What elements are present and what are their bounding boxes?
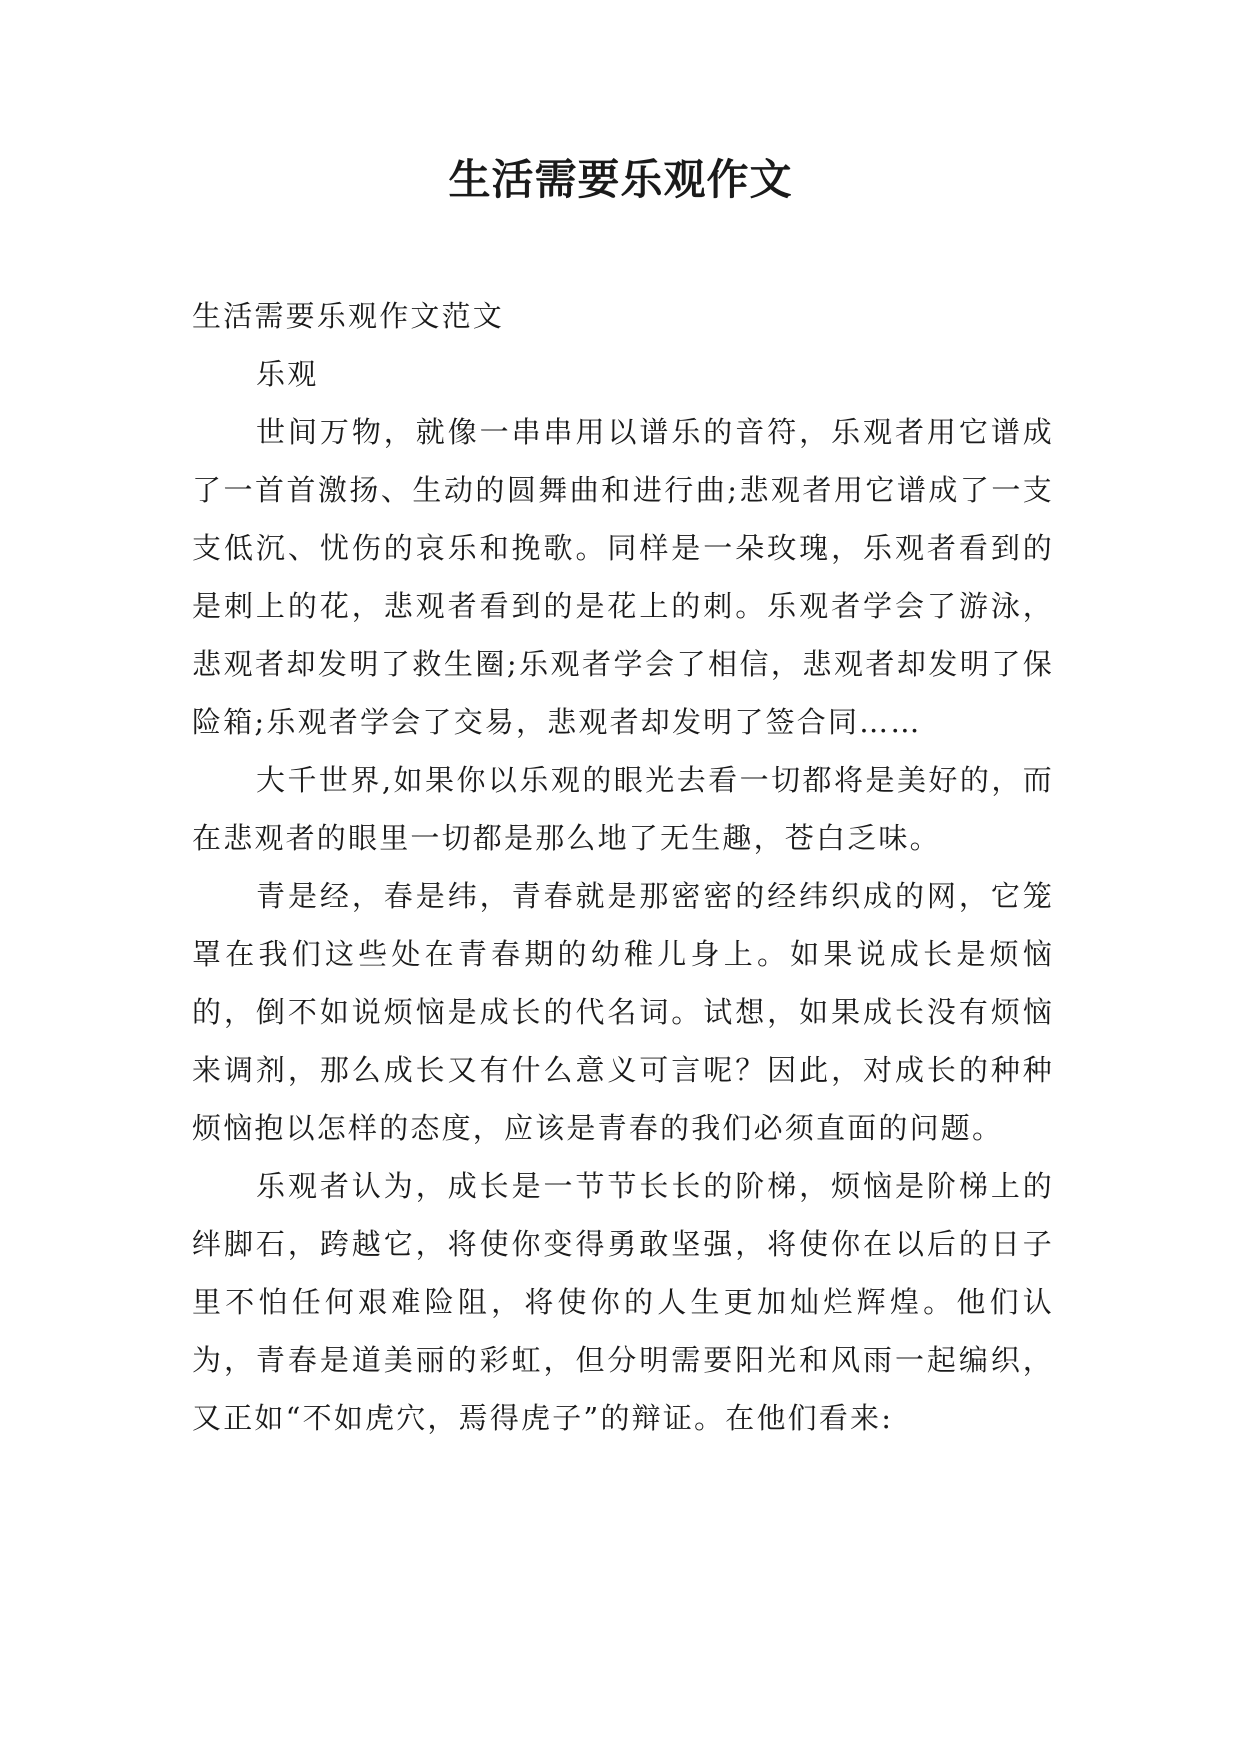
paragraph: 世间万物，就像一串串用以谱乐的音符，乐观者用它谱成了一首首激扬、生动的圆舞曲和进行曲;悲观者用它谱成了一支支低沉、忧伤的哀乐和挽歌。同样是一朵玫瑰，乐观者看到的是刺上的花，悲观者看到的是花上的刺。乐观者学会了游泳，悲观者却发明了救生圈;乐观者学会了相信，悲观者却发明了保险箱;乐观者学会了交易，悲观者却发明了签合同…… [192, 415, 1054, 739]
paragraph: 乐观者认为，成长是一节节长长的阶梯，烦恼是阶梯上的绊脚石，跨越它，将使你变得勇敢坚强，将使你在以后的日子里不怕任何艰难险阻，将使你的人生更加灿烂辉煌。他们认为，青春是道美丽的彩虹，但分明需要阳光和风雨一起编织，又正如“不如虎穴，焉得虎子”的辩证。在他们看来: [192, 1169, 1054, 1435]
document-body [192, 287, 1054, 1447]
paragraph: 青是经，春是纬，青春就是那密密的经纬织成的网，它笼罩在我们这些处在青春期的幼稚儿身上。如果说成长是烦恼的，倒不如说烦恼是成长的代名词。试想，如果成长没有烦恼来调剂，那么成长又有什么意义可言呢？因此，对成长的种种烦恼抱以怎样的态度，应该是青春的我们必须直面的问题。 [192, 879, 1054, 1145]
document-subtitle: 生活需要乐观作文范文 [192, 299, 505, 333]
section-heading: 乐观 [256, 357, 319, 391]
paragraph: 大千世界,如果你以乐观的眼光去看一切都将是美好的，而在悲观者的眼里一切都是那么地了无生趣，苍白乏味。 [192, 763, 1054, 855]
document-title: 生活需要乐观作文 [448, 155, 793, 204]
